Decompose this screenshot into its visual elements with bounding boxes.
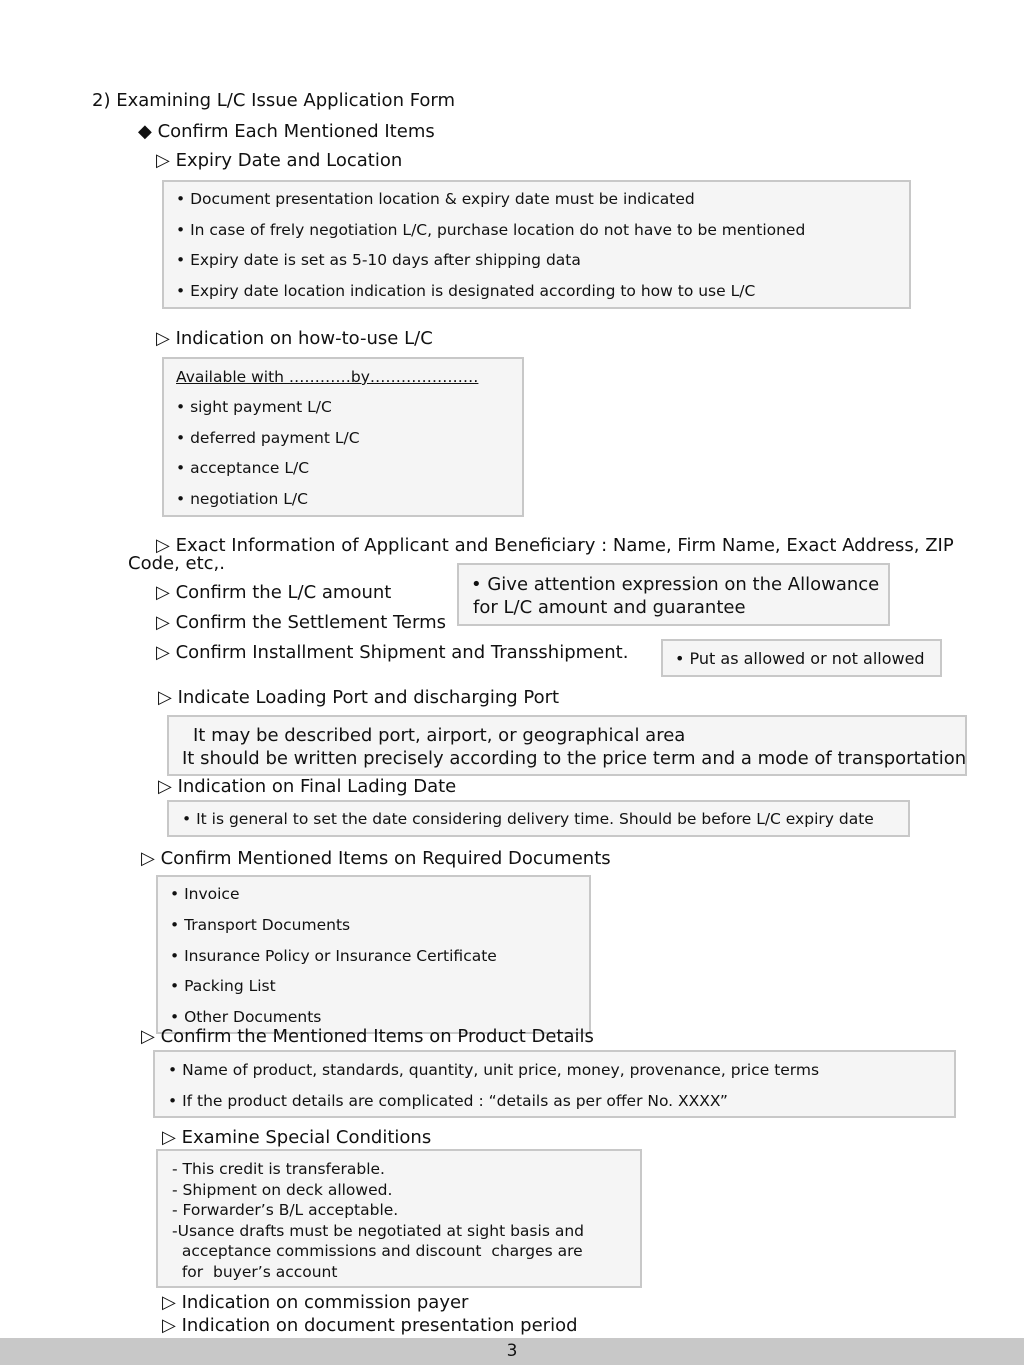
list-item: • Name of product, standards, quantity, unit price, money, provenance, price terms: [168, 1061, 820, 1079]
ports-line: It may be described port, airport, or geographical area: [193, 725, 686, 746]
commission-heading: ▷ Indication on commission payer: [162, 1292, 469, 1313]
required-docs-box: [156, 875, 591, 1034]
list-item: • Expiry date location indication is designated according to how to use L/C: [176, 282, 756, 300]
special-line: acceptance commissions and discount charges are: [172, 1242, 583, 1260]
ports-line: It should be written precisely according to the price term and a mode of transportation: [182, 748, 967, 769]
final-lading-box: [167, 800, 910, 837]
list-item: • Document presentation location & expiry date must be indicated: [176, 190, 695, 208]
special-box: [156, 1149, 642, 1288]
special-line: - Shipment on deck allowed.: [172, 1181, 393, 1199]
section-title: 2) Examining L/C Issue Application Form: [92, 90, 456, 111]
page-footer: [0, 1338, 1024, 1365]
page-number: 3: [506, 1341, 518, 1361]
list-item: • Expiry date is set as 5-10 days after shipping data: [176, 251, 581, 269]
special-line: - Forwarder’s B/L acceptable.: [172, 1201, 399, 1219]
special-line: - This credit is transferable.: [172, 1160, 385, 1178]
presentation-heading: ▷ Indication on document presentation period: [162, 1315, 578, 1336]
list-item: • Invoice: [170, 885, 240, 903]
list-item: • If the product details are complicated : “details as per offer No. XXXX”: [168, 1092, 728, 1110]
ports-box: [167, 715, 967, 776]
product-heading: ▷ Confirm the Mentioned Items on Product Details: [141, 1026, 594, 1047]
list-item: • Transport Documents: [170, 916, 351, 934]
list-item: • In case of frely negotiation L/C, purchase location do not have to be mentioned: [176, 221, 806, 239]
amount-heading: ▷ Confirm the L/C amount: [156, 582, 392, 603]
final-lading-heading: ▷ Indication on Final Lading Date: [158, 776, 457, 797]
howto-heading: ▷ Indication on how-to-use L/C: [156, 328, 433, 349]
installment-heading: ▷ Confirm Installment Shipment and Transshipment.: [156, 642, 629, 663]
special-line: -Usance drafts must be negotiated at sight basis and: [172, 1222, 584, 1240]
required-docs-heading: ▷ Confirm Mentioned Items on Required Documents: [141, 848, 611, 869]
special-heading: ▷ Examine Special Conditions: [162, 1127, 432, 1148]
list-item: • deferred payment L/C: [176, 429, 360, 447]
settlement-heading: ▷ Confirm the Settlement Terms: [156, 612, 446, 633]
product-box: [153, 1050, 956, 1118]
installment-note: • Put as allowed or not allowed: [675, 649, 925, 668]
list-item: • sight payment L/C: [176, 398, 332, 416]
available-with-line: Available with …………by…………………: [176, 368, 479, 386]
list-item: • Other Documents: [170, 1008, 322, 1026]
exact-info-heading: ▷ Exact Information of Applicant and Beneficiary : Name, Firm Name, Exact Address, ZIP: [156, 535, 954, 556]
ports-heading: ▷ Indicate Loading Port and discharging Port: [158, 687, 560, 708]
amount-note-line: for L/C amount and guarantee: [473, 597, 746, 618]
expiry-box: [162, 180, 911, 309]
installment-note-box: [661, 639, 942, 677]
confirm-heading: ◆ Confirm Each Mentioned Items: [138, 121, 435, 142]
list-item: • negotiation L/C: [176, 490, 308, 508]
special-line: for buyer’s account: [172, 1263, 338, 1281]
expiry-heading: ▷ Expiry Date and Location: [156, 150, 403, 171]
amount-note-line: • Give attention expression on the Allowance: [471, 574, 880, 595]
list-item: • acceptance L/C: [176, 459, 310, 477]
howto-box: [162, 357, 524, 517]
list-item: • Insurance Policy or Insurance Certificate: [170, 947, 497, 965]
list-item: • Packing List: [170, 977, 276, 995]
final-lading-note: • It is general to set the date considering delivery time. Should be before L/C expiry date: [182, 810, 874, 828]
exact-info-continuation: Code, etc,.: [128, 553, 225, 574]
amount-note-box: [457, 563, 890, 626]
